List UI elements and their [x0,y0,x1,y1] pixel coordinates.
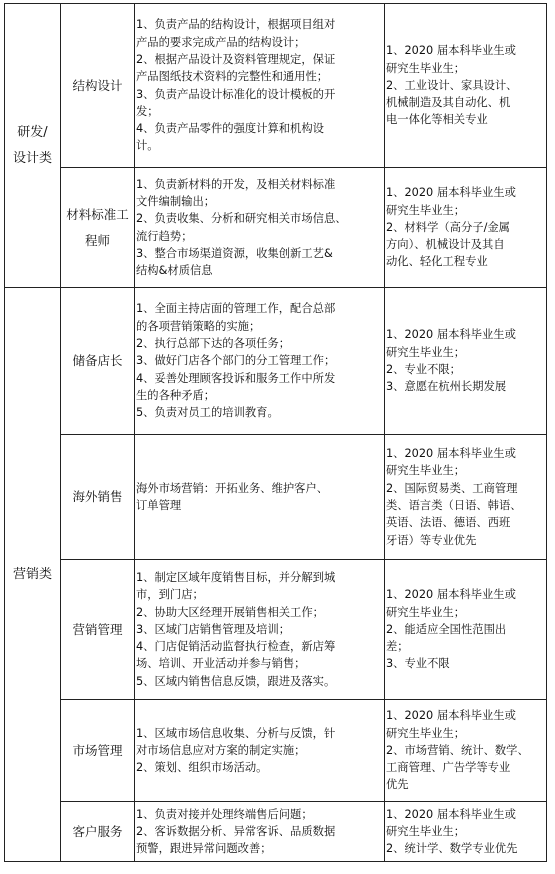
requirement-line: 类、语言类（日语、韩语、 [386,499,522,512]
requirement-line: 2、材料学（高分子/金属 [386,220,510,234]
duties-cell [135,802,385,862]
duty-line: 文件编制输出； [136,194,216,208]
duty-line: 产品图纸技术资料的完整性和通用性； [136,70,329,84]
position-label: 材料标准工 [66,206,129,222]
requirement-line: 电一体化等相关专业 [386,113,488,127]
table-row [5,168,547,288]
duty-line: 1、负责产品的结构设计，根据项目组对 [136,18,336,32]
requirement-line: 方向）、机械设计及其自 [386,238,505,252]
requirements-cell [385,802,547,862]
position-label: 客户服务 [72,823,123,839]
requirement-line: 1、2020 届本科毕业生或 [386,186,516,200]
duty-line: 1、负责对接并处理终端售后问题； [136,807,313,821]
requirement-line: 1、2020 届本科毕业生或 [386,709,516,723]
category-label-line: 设计类 [12,150,52,166]
requirement-line: 研究生毕业生； [386,345,466,359]
duties-cell [135,4,385,168]
duty-line: 4、门店促销活动监督执行检查，新店筹 [136,640,336,654]
duty-line: 3、区域门店销售管理及培训； [136,622,291,636]
requirement-line: 2、统计学、数学专业优先 [386,842,518,856]
requirement-line: 英语、法语、德语、西班 [386,516,511,530]
position-label: 市场管理 [72,742,123,758]
duty-line: 5、区域内销售信息反馈，跟进及落实。 [136,674,336,688]
duty-line: 结构&材质信息 [136,264,213,278]
requirement-line: 1、2020 届本科毕业生或 [386,328,516,342]
category-cell [5,288,61,862]
duties-cell [135,168,385,288]
duty-line: 市，到门店； [136,588,204,602]
duty-line: 生的各种矛盾； [136,388,216,402]
duty-line: 3、做好门店各个部门的分工管理工作； [136,354,336,368]
requirement-line: 优先 [386,778,409,792]
position-cell [61,288,135,435]
requirement-line: 2、市场营销、统计、数学、 [386,743,529,757]
table-row [5,802,547,862]
duty-line: 2、负责收集、分析和研究相关市场信息、 [136,212,347,226]
requirement-line: 机械制造及其自动化、机 [386,96,511,110]
position-cell [61,560,135,700]
requirement-line: 工商管理、广告学等专业 [386,761,511,775]
requirements-cell [385,168,547,288]
duty-line: 预警，跟进异常问题改善； [136,842,272,856]
duties-cell [135,435,385,560]
duty-line: 1、制定区域年度销售目标，并分解到城 [136,570,336,584]
requirement-line: 3、专业不限 [386,657,450,671]
duty-line: 3、整合市场渠道资源，收集创新工艺& [136,246,333,260]
duty-line: 1、全面主持店面的管理工作，配合总部 [136,302,336,316]
position-label: 海外销售 [72,489,123,504]
duties-cell [135,288,385,435]
requirement-line: 2、工业设计、家具设计、 [386,78,518,92]
position-cell [61,802,135,862]
table-row [5,435,547,560]
table-row [5,560,547,700]
duty-line: 海外市场营销：开拓业务、维护客户、 [136,481,329,495]
requirement-line: 研究生毕业生； [386,61,466,75]
table-row [5,700,547,802]
position-label: 储备店长 [72,353,123,368]
requirement-line: 研究生毕业生； [386,605,466,619]
requirements-cell [385,700,547,802]
duty-line: 2、客诉数据分析、异常客诉、品质数据 [136,824,336,838]
duty-line: 1、区域市场信息收集、分析与反馈，针 [136,726,336,740]
category-cell [5,4,61,288]
requirements-cell [385,435,547,560]
requirement-line: 1、2020 届本科毕业生或 [386,807,516,821]
requirement-line: 动化、轻化工程专业 [386,255,488,269]
duty-line: 4、负责产品零件的强度计算和机构设 [136,122,324,136]
duty-line: 2、执行总部下达的各项任务； [136,337,291,351]
category-label-line: 研发/ [17,124,48,140]
requirements-cell [385,288,547,435]
requirement-line: 3、意愿在杭州长期发展 [386,380,507,394]
duty-line: 5、负责对员工的培训教育。 [136,406,279,420]
duty-line: 4、妥善处理顾客投诉和服务工作中所发 [136,371,336,385]
duty-line: 订单管理 [136,499,182,512]
duty-line: 的各项营销策略的实施； [136,319,261,333]
position-label: 结构设计 [72,77,123,93]
duty-line: 场、培训、开业活动并参与销售； [136,657,306,671]
requirement-line: 2、专业不限； [386,363,461,376]
requirement-line: 1、2020 届本科毕业生或 [386,44,516,58]
requirement-line: 研究生毕业生； [386,464,466,478]
job-table [4,3,547,862]
table-row [5,288,547,435]
duty-line: 2、策划、组织市场活动。 [136,761,268,775]
duty-line: 3、负责产品设计标准化的设计模板的开 [136,87,336,101]
position-label: 营销管理 [72,621,123,637]
requirement-line: 1、2020 届本科毕业生或 [386,447,516,461]
duties-cell [135,560,385,700]
duty-line: 1、负责新材料的开发，及相关材料标准 [136,177,336,191]
table-row [5,4,547,168]
requirements-cell [385,4,547,168]
requirement-line: 研究生毕业生； [386,824,466,838]
duty-line: 对市场信息应对方案的制定实施； [136,743,306,757]
duties-cell [135,700,385,802]
duty-line: 2、根据产品设计及资料管理规定，保证 [136,52,336,66]
requirement-line: 牙语）等专业优先 [386,533,477,547]
position-cell [61,168,135,288]
requirement-line: 研究生毕业生； [386,726,466,740]
category-label-line: 营销类 [12,566,52,582]
requirement-line: 差； [386,640,409,654]
duty-line: 2、协助大区经理开展销售相关工作； [136,605,324,619]
duty-line: 产品的要求完成产品的结构设计； [136,35,306,49]
requirement-line: 1、2020 届本科毕业生或 [386,588,516,602]
requirement-line: 2、能适应全国性范围出 [386,622,507,636]
duty-line: 发； [136,104,159,118]
duty-line: 流行趋势； [136,229,193,243]
requirement-line: 2、国际贸易类、工商管理 [386,481,518,495]
duty-line: 计。 [136,139,159,153]
position-cell [61,700,135,802]
requirements-cell [385,560,547,700]
position-cell [61,435,135,560]
requirement-line: 研究生毕业生； [386,203,466,217]
position-cell [61,4,135,168]
position-label: 程师 [84,232,110,248]
